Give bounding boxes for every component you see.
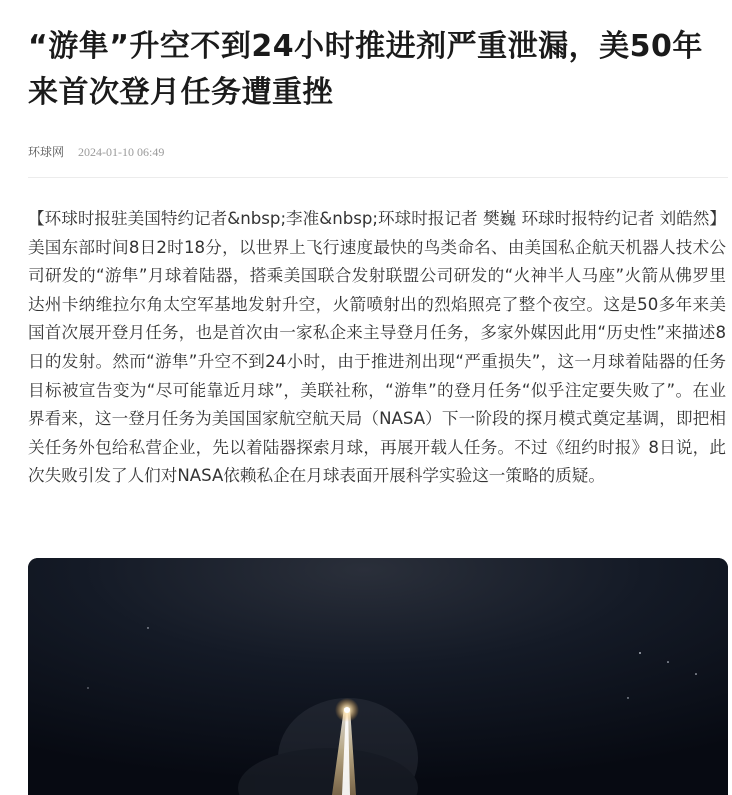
rocket-flame <box>344 707 350 713</box>
rocket-launch-photo[interactable] <box>28 558 728 795</box>
article-source[interactable]: 环球网 <box>28 145 65 159</box>
article-date: 2024-01-10 06:49 <box>78 145 165 159</box>
article-body: 【环球时报驻美国特约记者&nbsp;李准&nbsp;环球时报记者 樊巍 环球时报特约记者 刘皓然】美国东部时间8日2时18分，以世界上飞行速度最快的鸟类命名、由美国私企航天机器人技术公司研发的“游隼”月球着陆器，搭乘美国联合发射联盟公司研发的“火神半人马座”火箭从佛罗里达州卡纳维拉尔角太空军基地发射升空，火箭喷射出的烈焰照亮了整个夜空。这是50多年来美国首次展开登月任务，也是首次由一家私企来主导登月任务，多家外媒因此用“历史性”来描述8日的发射。然而“游隼”升空不到24小时，由于推进剂出现“严重损失”，这一月球着陆器的任务目标被宣告变为“尽可能靠近月球”，美联社称，“游隼”的登月任务“似乎注定要失败了”。在业界看来，这一登月任务为美国国家航空航天局（NASA）下一阶段的探月模式奠定基调，即把相关任务外包给私营企业，先以着陆器探索月球，再展开载人任务。不过《纽约时报》8日说，此次失败引发了人们对NASA依赖私企在月球表面开展科学实验这一策略的质疑。 <box>28 209 726 486</box>
article-meta <box>28 142 164 162</box>
header-divider <box>28 177 728 178</box>
rocket-launch-image <box>28 558 728 795</box>
article-title: “游隼”升空不到24小时推进剂严重泄漏，美50年来首次登月任务遭重挫 <box>28 29 703 110</box>
